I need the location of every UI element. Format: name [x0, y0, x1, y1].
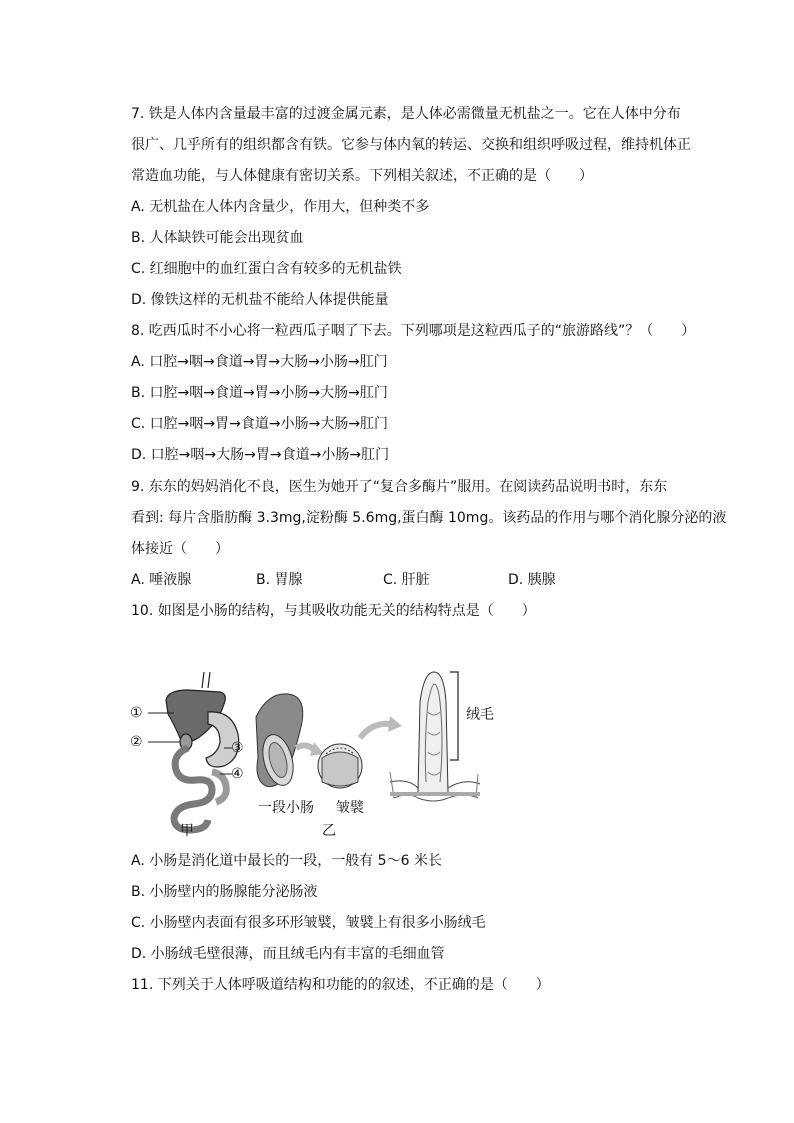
fold-label: 皱襞 [336, 800, 364, 816]
marker-3: ③ [231, 740, 244, 756]
q8-option-a[interactable]: A. 口腔→咽→食道→胃→大肠→小肠→肛门 [131, 354, 388, 370]
figure-label-yi: 乙 [322, 823, 336, 839]
q9-stem-line-3: 体接近（ ） [131, 541, 229, 557]
q9-option-a[interactable]: A. 唾液腺 [131, 572, 192, 588]
villus-sketch [390, 672, 480, 801]
intestine-segment-label: 一段小肠 [258, 800, 314, 816]
q7-option-a[interactable]: A. 无机盐在人体内含量少，作用大，但种类不多 [131, 199, 430, 215]
q10-option-b[interactable]: B. 小肠壁内的肠腺能分泌肠液 [131, 884, 318, 900]
q9-option-b[interactable]: B. 胃腺 [256, 572, 303, 588]
digestive-organs-sketch [166, 672, 239, 830]
q7-option-b[interactable]: B. 人体缺铁可能会出现贫血 [131, 230, 304, 246]
marker-4: ④ [231, 766, 244, 782]
villus-bracket [450, 672, 458, 760]
q7-option-c[interactable]: C. 红细胞中的血红蛋白含有较多的无机盐铁 [131, 261, 402, 277]
villus-label: 绒毛 [466, 707, 494, 723]
q7-stem-line-1: 7. 铁是人体内含量最丰富的过渡金属元素，是人体必需微量无机盐之一。它在人体中分布 [131, 106, 681, 122]
q10-stem-line-1: 10. 如图是小肠的结构，与其吸收功能无关的结构特点是（ ） [131, 603, 536, 619]
q11-stem-line-1: 11. 下列关于人体呼吸道结构和功能的的叙述，不正确的是（ ） [131, 977, 550, 993]
q8-stem-line-1: 8. 吃西瓜时不小心将一粒西瓜子咽了下去。下列哪项是这粒西瓜子的“旅游路线”？（ ） [131, 323, 696, 339]
q10-option-a[interactable]: A. 小肠是消化道中最长的一段，一般有 5～6 米长 [131, 853, 442, 869]
q9-options-row [131, 570, 691, 590]
marker-1: ① [130, 705, 143, 721]
q10-option-c[interactable]: C. 小肠壁内表面有很多环形皱襞，皱襞上有很多小肠绒毛 [131, 915, 486, 931]
q7-option-d[interactable]: D. 像铁这样的无机盐不能给人体提供能量 [131, 292, 389, 308]
fold-magnified-circle [318, 716, 402, 788]
q9-stem-line-2: 看到: 每片含脂肪酶 3.3mg,淀粉酶 5.6mg,蛋白酶 10mg。该药品的作用与哪个消化腺分泌的液 [131, 510, 727, 526]
q9-option-c[interactable]: C. 肝脏 [383, 572, 430, 588]
q8-option-b[interactable]: B. 口腔→咽→食道→胃→小肠→大肠→肛门 [131, 385, 388, 401]
q8-option-c[interactable]: C. 口腔→咽→胃→食道→小肠→大肠→肛门 [131, 416, 389, 432]
q10-option-d[interactable]: D. 小肠绒毛壁很薄，而且绒毛内有丰富的毛细血管 [131, 946, 445, 962]
q9-option-d[interactable]: D. 胰腺 [508, 572, 556, 588]
intestine-segment-sketch [256, 694, 324, 789]
figure-label-jia: 甲 [180, 823, 194, 839]
marker-2: ② [130, 734, 143, 750]
q7-stem-line-3: 常造血功能，与人体健康有密切关系。下列相关叙述，不正确的是（ ） [131, 168, 593, 184]
small-intestine-figure [128, 662, 508, 842]
q8-option-d[interactable]: D. 口腔→咽→大肠→胃→食道→小肠→肛门 [131, 447, 390, 463]
digestive-diagram [128, 662, 508, 842]
q9-stem-line-1: 9. 东东的妈妈消化不良，医生为她开了“复合多酶片”服用。在阅读药品说明书时，东东 [131, 479, 668, 495]
q7-stem-line-2: 很广、几乎所有的组织都含有铁。它参与体内氧的转运、交换和组织呼吸过程，维持机体正 [131, 137, 691, 153]
